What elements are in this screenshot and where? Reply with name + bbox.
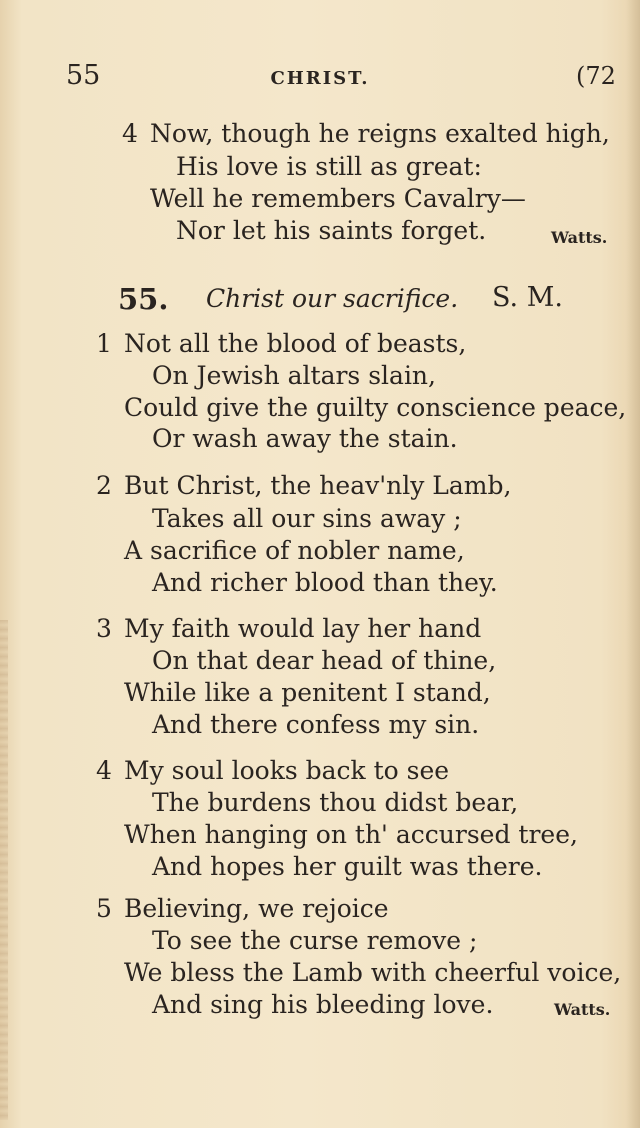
verse-line: Nor let his saints forget. bbox=[176, 216, 487, 245]
verse-line: And hopes her guilt was there. bbox=[152, 852, 543, 881]
verse-line: The burdens thou didst bear, bbox=[152, 788, 519, 817]
verse-line: My soul looks back to see bbox=[124, 756, 450, 785]
prev-hymn-author: Watts. bbox=[551, 228, 608, 247]
verse-line: Or wash away the stain. bbox=[152, 424, 458, 453]
verse-line: And sing his bleeding love. bbox=[152, 990, 494, 1019]
hymn-meter: S. M. bbox=[492, 282, 563, 313]
verse-number: 1 bbox=[96, 329, 112, 358]
running-head bbox=[0, 56, 640, 100]
verse-line: And there confess my sin. bbox=[152, 710, 480, 739]
verse-line: Now, though he reigns exalted high, bbox=[150, 119, 610, 148]
page-foxing bbox=[0, 620, 8, 1120]
verse-number: 4 bbox=[96, 756, 112, 785]
hymn-number: 55. bbox=[118, 282, 169, 316]
hymn-title: Christ our sacrifice. bbox=[206, 284, 459, 313]
hymn-reference: (72 bbox=[576, 62, 616, 90]
verse-line: But Christ, the heav'nly Lamb, bbox=[124, 471, 512, 500]
verse-line: Could give the guilty conscience peace, bbox=[124, 393, 627, 422]
page-edge-shadow bbox=[626, 0, 640, 1128]
verse-line: My faith would lay her hand bbox=[124, 614, 482, 643]
verse-line: To see the curse remove ; bbox=[152, 926, 478, 955]
verse-line: Takes all our sins away ; bbox=[152, 504, 462, 533]
verse-line: While like a penitent I stand, bbox=[124, 678, 491, 707]
verse-line: On Jewish altars slain, bbox=[152, 361, 436, 390]
verse-line: A sacrifice of nobler name, bbox=[124, 536, 465, 565]
hymn-header bbox=[0, 282, 640, 322]
section-title: CHRIST. bbox=[270, 68, 370, 89]
verse-number: 3 bbox=[96, 614, 112, 643]
verse-line: And richer blood than they. bbox=[152, 568, 498, 597]
verse-line: We bless the Lamb with cheerful voice, bbox=[124, 958, 622, 987]
verse-line: His love is still as great: bbox=[176, 152, 482, 181]
verse-line: Believing, we rejoice bbox=[124, 894, 389, 923]
verse-line: When hanging on th' accursed tree, bbox=[124, 820, 578, 849]
page-number: 55 bbox=[66, 60, 101, 91]
verse-line: Well he remembers Cavalry— bbox=[150, 184, 526, 213]
verse-number: 2 bbox=[96, 471, 112, 500]
verse-number: 5 bbox=[96, 894, 112, 923]
verse-line: Not all the blood of beasts, bbox=[124, 329, 467, 358]
verse-number: 4 bbox=[122, 119, 138, 148]
hymn-author: Watts. bbox=[554, 1000, 611, 1019]
verse-line: On that dear head of thine, bbox=[152, 646, 497, 675]
